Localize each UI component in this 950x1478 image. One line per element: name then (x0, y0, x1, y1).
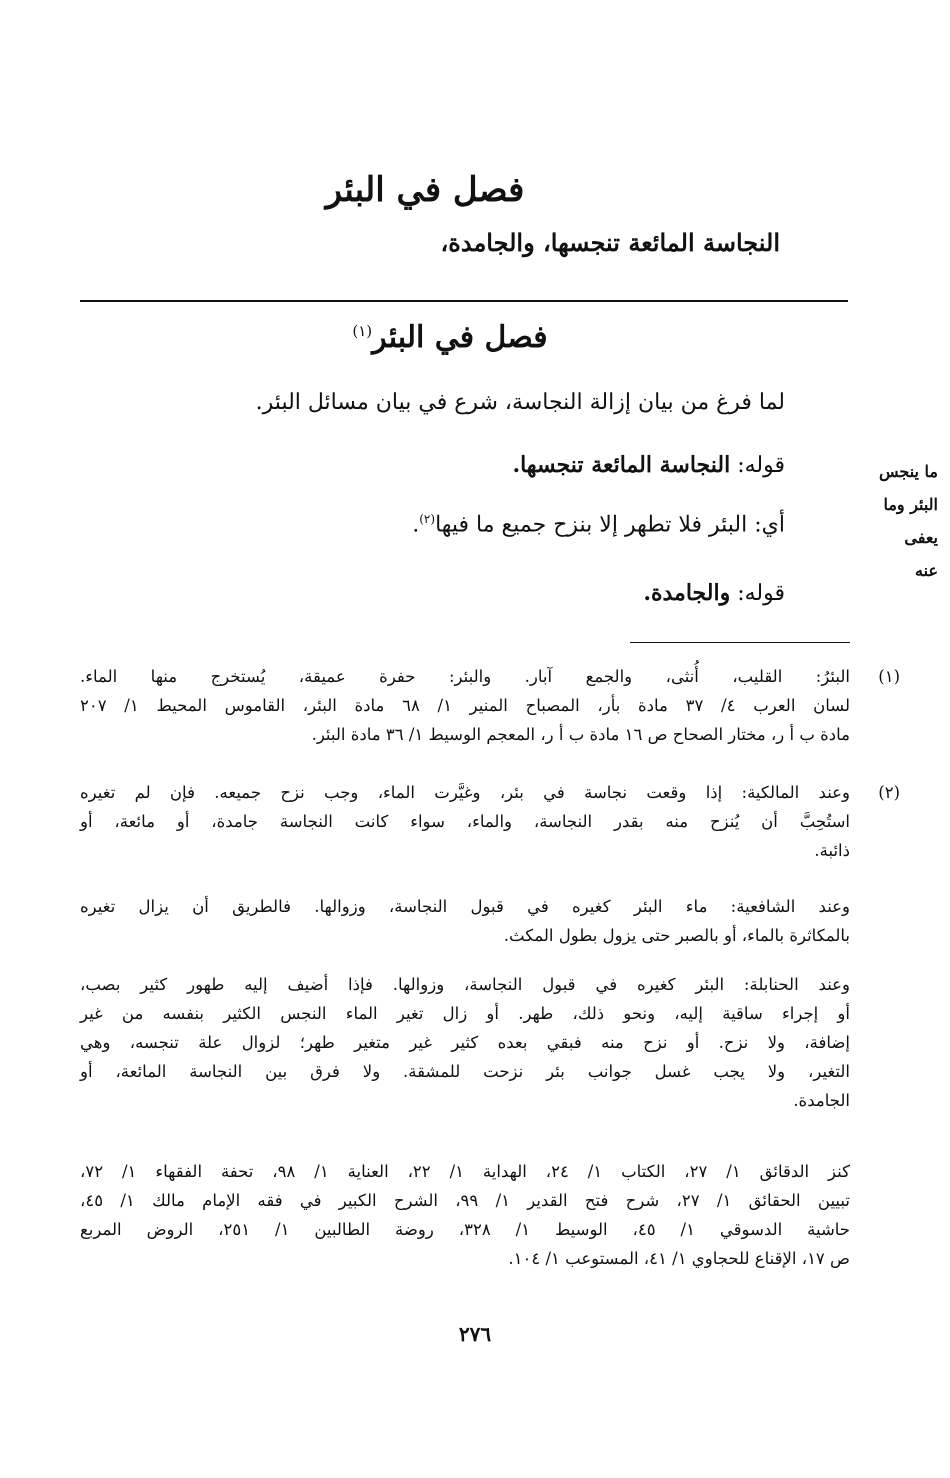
margin-note-line: عنه (915, 561, 938, 580)
sharh-quote-1 (145, 452, 785, 478)
sharh-chapter-title (90, 320, 810, 355)
footnote-line: تبيين الحقائق ١/ ٢٧، شرح فتح القدير ١/ ٩٩، الشرح الكبير في فقه الإمام مالك ١/ ٤٥، (80, 1191, 850, 1210)
footnote-line: البئرُ: القليب، أُنثى، والجمع آبار. والبئر: حفرة عميقة، يُستخرج منها الماء. (80, 667, 850, 686)
margin-note-line: البئر وما (883, 495, 938, 514)
sharh-title-text: فصل في البئر (372, 320, 548, 355)
footnote-2-number: (٢) (878, 783, 900, 802)
footnote-line: مادة ب أ ر، مختار الصحاح ص ١٦ مادة ب أ ر، المعجم الوسيط ١/ ٣٦ مادة البئر. (311, 725, 850, 744)
footnote-2 (80, 778, 900, 865)
footnote-line: الجامدة. (793, 1091, 850, 1110)
quote-1-prefix: قوله: (737, 453, 785, 478)
footnote-line: استُحِبَّ أن يُنزح منه بقدر النجاسة، والماء، سواء كانت النجاسة جامدة، أو مائعة، أو (80, 812, 850, 831)
footnote-line: لسان العرب ٤/ ٣٧ مادة بأر، المصباح المنير ١/ ٦٨ مادة البئر، القاموس المحيط ١/ ٢٠٧ (80, 696, 851, 715)
footnote-line: وعند الحنابلة: البئر كغيره في قبول النجاسة، وزوالها. فإذا أضيف إليه طهور كثير بصب، (80, 975, 850, 994)
footnote-2-references (80, 1157, 850, 1273)
footnote-line: بالمكاثرة بالماء، أو بالصبر حتى يزول بطول المكث. (503, 926, 850, 945)
sharh-intro: لما فرغ من بيان إزالة النجاسة، شرع في بيان مسائل البئر. (255, 390, 785, 415)
footnote-line: ذائبة. (814, 841, 850, 860)
footnote-ref-1: (١) (352, 322, 373, 340)
footnote-line: أو إجراء ساقية إليه، ونحو ذلك، طهر. أو زال تغير الماء النجس الكثير بنفسه من غير (80, 1004, 850, 1023)
matn-separator-rule (80, 300, 848, 302)
footnote-line: كنز الدقائق ١/ ٢٧، الكتاب ١/ ٢٤، الهداية ١/ ٢٢، العناية ١/ ٩٨، تحفة الفقهاء ١/ ٧٢، (80, 1162, 850, 1181)
footnote-line: إضافة، ولا نزح. أو نزح منه فبقي بعده كثير غير متغير طهر؛ لزوال علة تنجسه، وهي (80, 1033, 850, 1052)
footnote-line: حاشية الدسوقي ١/ ٤٥، الوسيط ١/ ٣٢٨، روضة الطالبين ١/ ٢٥١، الروض المربع (80, 1220, 850, 1239)
quote-2-prefix: قوله: (737, 581, 785, 606)
footnote-ref-2: (٢) (419, 512, 436, 526)
footnote-line: التغير، ولا يجب غسل جوانب بئر نزحت للمشقة. ولا فرق بين النجاسة المائعة، أو (80, 1062, 850, 1081)
margin-note-line: ما ينجس (878, 462, 938, 481)
explanation-text: أي: البئر فلا تطهر إلا بنزح جميع ما فيها (435, 512, 785, 538)
footnote-line: وعند الشافعية: ماء البئر كغيره في قبول النجاسة، وزوالها. فالطريق أن يزال تغيره (80, 897, 850, 916)
footnote-1 (80, 662, 900, 749)
footnote-line: وعند المالكية: إذا وقعت نجاسة في بئر، وغيَّرت الماء، وجب نزح جميعه. فإن لم تغيره (80, 783, 850, 802)
sharh-explanation (145, 512, 785, 537)
sharh-quote-2 (145, 580, 785, 606)
quote-2-text: والجامدة. (643, 580, 731, 606)
margin-note-line: يعفى (904, 528, 938, 547)
footnote-2-shafii (80, 892, 850, 950)
footnote-line: ص ١٧، الإقناع للحجاوي ١/ ٤١، المستوعب ١/ ١٠٤. (508, 1249, 850, 1268)
page-number: ٢٧٦ (458, 1322, 492, 1346)
footnote-1-number: (١) (878, 667, 900, 686)
footnote-2-hanbali (80, 970, 850, 1115)
quote-1-text: النجاسة المائعة تنجسها. (512, 452, 731, 478)
footnote-separator-rule (630, 642, 850, 643)
explanation-end: . (412, 512, 420, 538)
margin-note (858, 455, 938, 587)
matn-text: النجاسة المائعة تنجسها، والجامدة، (440, 228, 780, 257)
matn-chapter-title: فصل في البئر (325, 170, 525, 210)
